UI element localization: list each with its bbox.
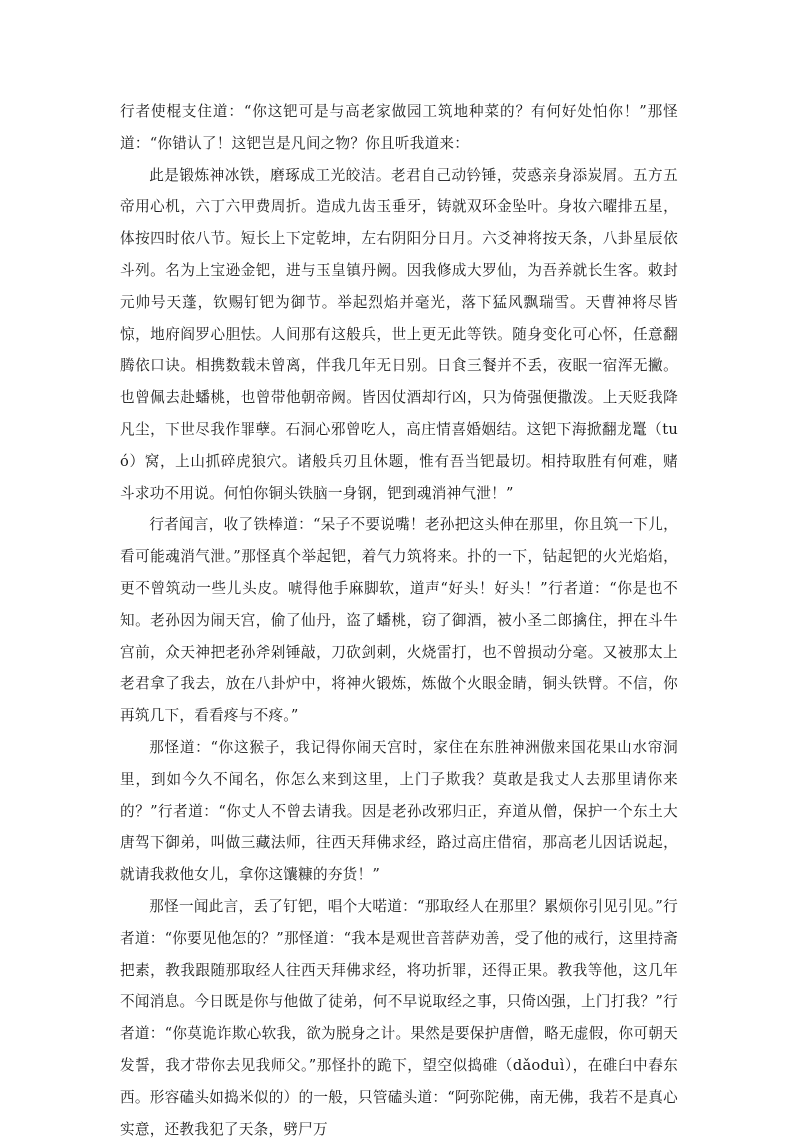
paragraph-2: 此是锻炼神冰铁，磨琢成工光皎洁。老君自己动钤锤，荧惑亲身添炭屑。五方五帝用心机，六丁六甲费周折。造成九齿玉垂牙，铸就双环金坠叶。身妆六曜排五星，体按四时依八节。短长上下定乾坤，左右阴阳分日月。六爻神将按天条，八卦星辰依斗列。名为上宝逊金钯，进与玉皇镇丹阙。因我修成大罗仙，为吾养就长生客。敕封元帅号天蓬，钦赐钉钯为御节。举起烈焰并毫光，落下猛风飘瑞雪。天曹神将尽皆惊，地府阎罗心胆怯。人间那有这般兵，世上更无此等铁。随身变化可心怀，任意翻腾依口诀。相携数载未曾离，伴我几年无日别。日食三餐并不丢，夜眠一宿浑无撇。也曾佩去赴蟠桃，也曾带他朝帝阙。皆因仗酒却行凶，只为倚强便撒泼。上天贬我降凡尘，下世尽我作罪孽。石洞心邪曾吃人，高庄情喜婚姻结。这钯下海掀翻龙鼍（tuó）窝，上山抓碎虎狼穴。诸般兵刃且休题，惟有吾当钯最切。相持取胜有何难，赌斗求功不用说。何怕你铜头铁脑一身钢，钯到魂消神气泄！” [120,166,678,502]
paragraph-5: 那怪一闻此言，丢了钉钯，唱个大喏道：“那取经人在那里？累烦你引见引见。”行者道：“你要见他怎的？”那怪道：“我本是观世音菩萨劝善，受了他的戒行，这里持斋把素，教我跟随那取经人往西天拜佛求经，将功折罪，还得正果。教我等他，这几年不闻消息。今日既是你与他做了徒弟，何不早说取经之事，只倚凶强，上门打我？”行者道：“你莫诡诈欺心软我，欲为脱身之计。果然是要保护唐僧，略无虚假，你可朝天发誓，我才带你去见我师父。”那怪扑的跪下，望空似捣碓（dǎoduì），在碓臼中舂东西。形容磕头如捣米似的）的一般，只管磕头道：“阿弥陀佛，南无佛，我若不是真心实意，还教我犯了天条，劈尸万 [120,897,678,1138]
paragraph-1: 行者使棍支住道：“你这钯可是与高老家做园工筑地种菜的？有何好处怕你！”那怪道：“你错认了！这钯岂是凡间之物？你且听我道来： [120,103,678,152]
paragraph-4: 那怪道：“你这猴子，我记得你闹天宫时，家住在东胜神洲傲来国花果山水帘洞里，到如今久不闻名，你怎么来到这里，上门子欺我？莫敢是我丈人去那里请你来的？”行者道：“你丈人不曾去请我。因是老孙改邪归正，弃道从僧，保护一个东土大唐驾下御弟，叫做三藏法师，往西天拜佛求经，路过高庄借宿，那高老儿因话说起，就请我救他女儿，拿你这馕糠的夯货！” [120,738,678,884]
document-page [120,96,678,1145]
paragraph-3: 行者闻言，收了铁棒道：“呆子不要说嘴！老孙把这头伸在那里，你且筑一下儿，看可能魂消气泄。”那怪真个举起钯，着气力筑将来。扑的一下，钻起钯的火光焰焰，更不曾筑动一些儿头皮。唬得他手麻脚软，道声“好头！好头！”行者道：“你是也不知。老孙因为闹天宫，偷了仙丹，盗了蟠桃，窃了御酒，被小圣二郎擒住，押在斗牛宫前，众天神把老孙斧剁锤敲，刀砍剑刺，火烧雷打，也不曾损动分毫。又被那太上老君拿了我去，放在八卦炉中，将神火锻炼，炼做个火眼金睛，铜头铁臂。不信，你再筑几下，看看疼与不疼。” [120,516,678,725]
